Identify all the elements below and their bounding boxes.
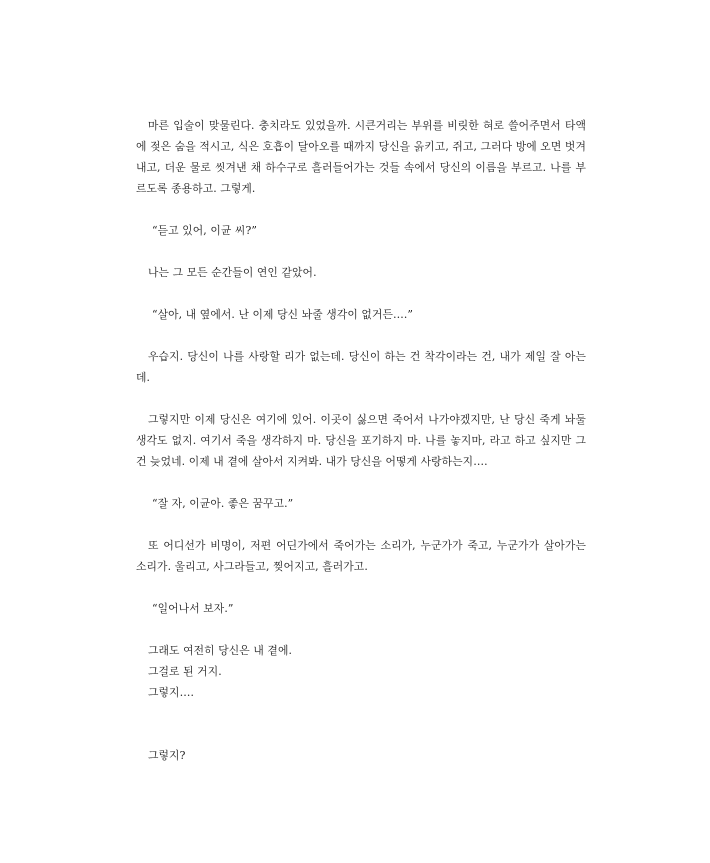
paragraph-gap <box>136 325 586 346</box>
document-page <box>136 115 586 766</box>
dialogue-line: “잘 자, 이균아. 좋은 꿈꾸고.” <box>152 497 294 510</box>
paragraph-gap <box>136 283 586 304</box>
dialogue-line: “일어나서 보자.” <box>152 602 234 615</box>
paragraph-gap <box>136 472 586 493</box>
paragraph-gap <box>136 619 586 640</box>
dialogue-line: “듣고 있어, 이균 씨?” <box>152 224 257 237</box>
dialogue-line: “살아, 내 옆에서. 난 이제 당신 놔줄 생각이 없거든….” <box>152 308 414 321</box>
paragraph: 나는 그 모든 순간들이 연인 같았어. <box>148 266 317 279</box>
paragraph: 우습지. 당신이 나를 사랑할 리가 없는데. 당신이 하는 건 착각이라는 건, 내가 제일 잘 아는데. <box>136 350 586 384</box>
text-line: 그걸로 된 거지. <box>148 665 222 678</box>
paragraph-gap <box>136 388 586 409</box>
paragraph: 마른 입술이 맞물린다. 충치라도 있었을까. 시큰거리는 부위를 비릿한 혀로 쓸어주면서 타액에 젖은 숨을 적시고, 식은 호흡이 달아오를 때까지 당신을 옭키고, 쥐고, 그러다 방에 오면 벗겨내고, 더운 물로 씻겨낸 채 하수구로 흘러들어가는 것들 속에서 당신의 이름을 부르고. 나를 부르도록 종용하고. 그렇게. <box>136 119 586 195</box>
closing-line: 그렇지? <box>148 749 186 762</box>
text-line: 그렇지…. <box>148 686 195 699</box>
paragraph-gap <box>136 199 586 220</box>
paragraph-gap <box>136 577 586 598</box>
paragraph-gap <box>136 241 586 262</box>
paragraph: 또 어디선가 비명이, 저편 어딘가에서 죽어가는 소리가, 누군가가 죽고, 누군가가 살아가는 소리가. 울리고, 사그라들고, 찢어지고, 흘러가고. <box>136 539 586 573</box>
text-line: 그래도 여전히 당신은 내 곁에. <box>148 644 293 657</box>
paragraph: 그렇지만 이제 당신은 여기에 있어. 이곳이 싫으면 죽어서 나가야겠지만, 난 당신 죽게 놔둘 생각도 없지. 여기서 죽을 생각하지 마. 당신을 포기하지 마. 나를 놓지마, 라고 하고 싶지만 그건 늦었네. 이제 내 곁에 살아서 지켜봐. 내가 당신을 어떻게 사랑하는지…. <box>136 413 586 468</box>
paragraph-gap <box>136 703 586 745</box>
paragraph-gap <box>136 514 586 535</box>
